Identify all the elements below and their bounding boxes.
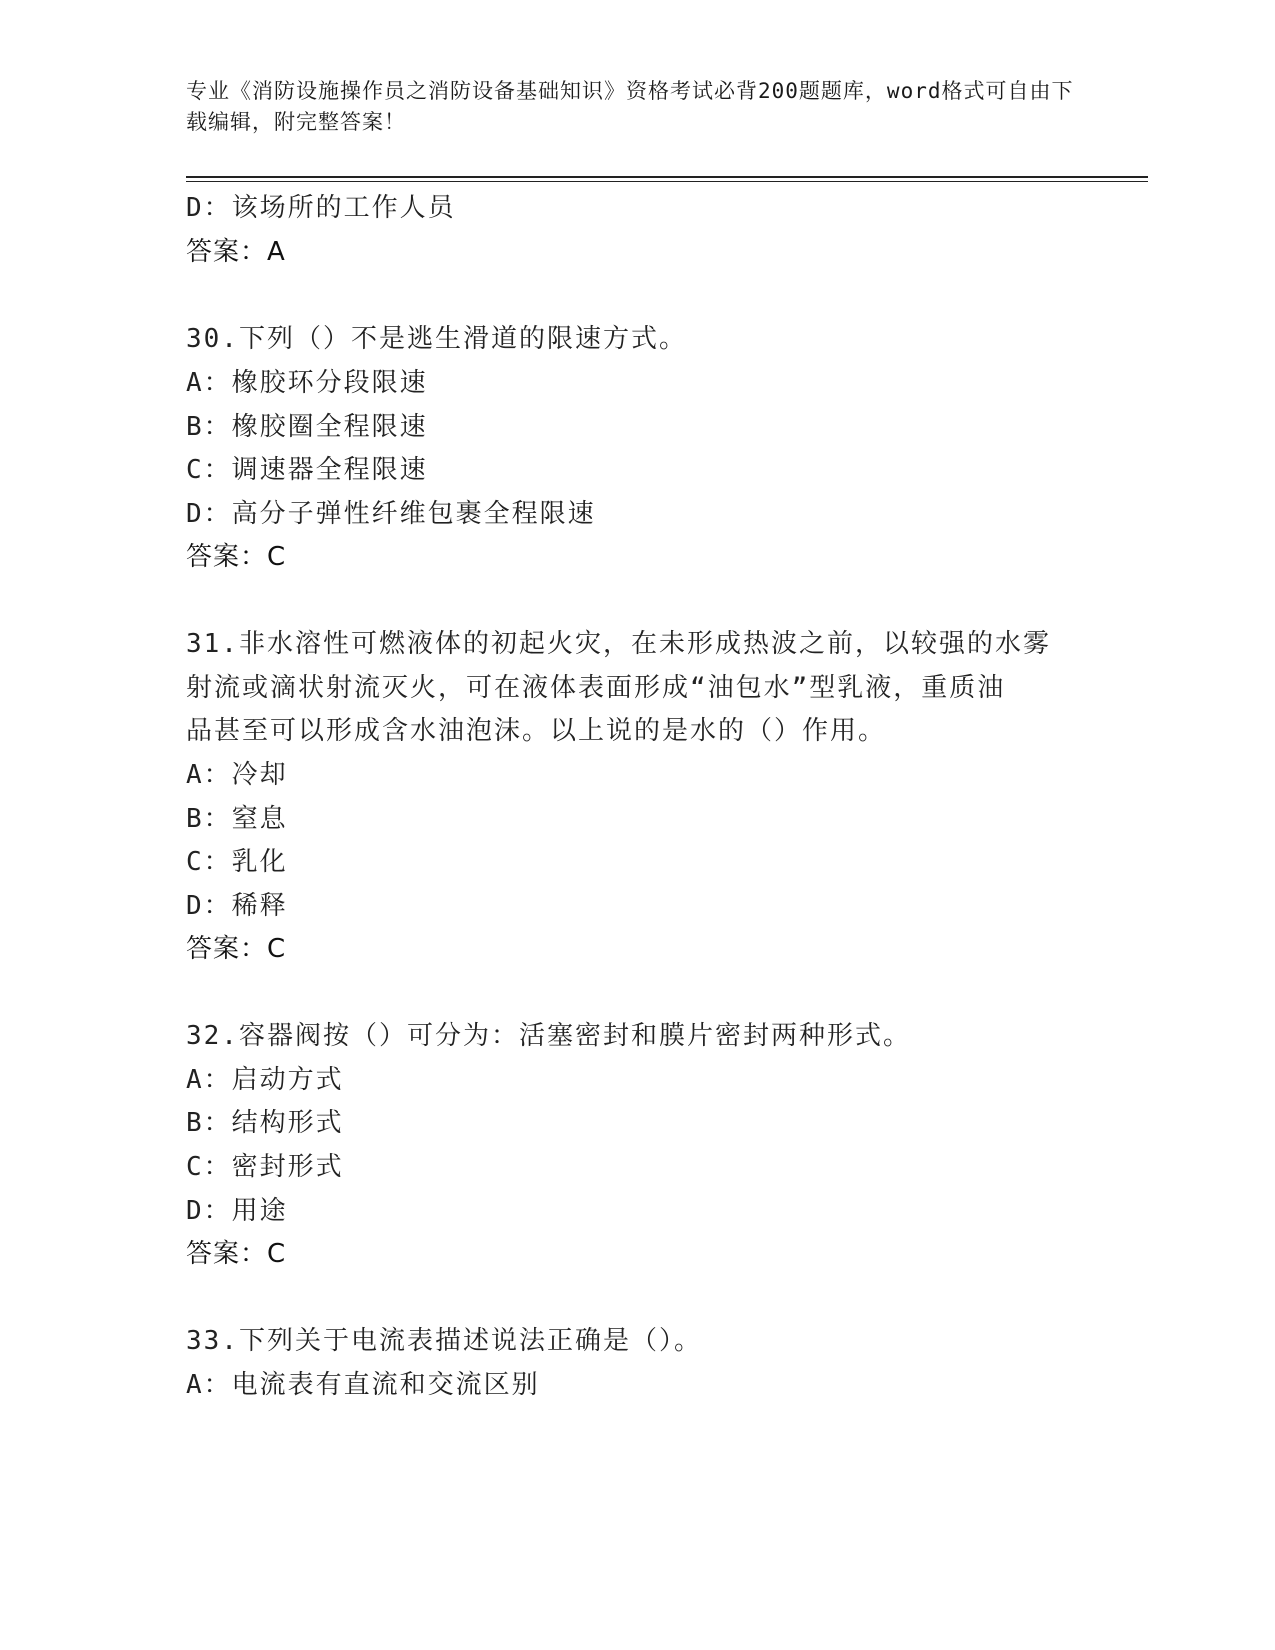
question-33-option-a: A：电流表有直流和交流区别 bbox=[186, 1370, 540, 1400]
question-30-option-c: C：调速器全程限速 bbox=[186, 455, 428, 485]
question-32-option-a: A：启动方式 bbox=[186, 1065, 344, 1095]
question-31-answer: 答案：C bbox=[186, 934, 287, 964]
question-31-stem-line-3: 品甚至可以形成含水油泡沫。以上说的是水的（）作用。 bbox=[186, 716, 887, 746]
question-32-option-c: C：密封形式 bbox=[186, 1152, 344, 1182]
question-32-answer: 答案：C bbox=[186, 1239, 287, 1269]
question-33-stem: 33.下列关于电流表描述说法正确是（）。 bbox=[186, 1326, 702, 1356]
question-32-stem: 32.容器阀按（）可分为：活塞密封和膜片密封两种形式。 bbox=[186, 1021, 911, 1051]
question-31-option-b: B：窒息 bbox=[186, 804, 288, 834]
question-31-option-a: A：冷却 bbox=[186, 760, 288, 790]
header-divider-thin bbox=[186, 181, 1148, 182]
header-divider-thick bbox=[186, 176, 1148, 178]
question-31-option-d: D：稀释 bbox=[186, 891, 288, 921]
question-31-option-c: C：乳化 bbox=[186, 847, 288, 877]
question-30-option-b: B：橡胶圈全程限速 bbox=[186, 412, 428, 442]
prev-answer: 答案：A bbox=[186, 237, 286, 267]
question-32-option-b: B：结构形式 bbox=[186, 1108, 344, 1138]
question-30-option-a: A：橡胶环分段限速 bbox=[186, 368, 428, 398]
document-header: 专业《消防设施操作员之消防设备基础知识》资格考试必背200题题库，word格式可自由下载编辑，附完整答案！ bbox=[186, 79, 1074, 134]
prev-option-d: D：该场所的工作人员 bbox=[186, 193, 456, 223]
question-30-stem: 30.下列（）不是逃生滑道的限速方式。 bbox=[186, 324, 687, 354]
question-32-option-d: D：用途 bbox=[186, 1196, 288, 1226]
question-31-stem-line-2: 射流或滴状射流灭火，可在液体表面形成“油包水”型乳液，重质油 bbox=[186, 673, 1006, 703]
question-30-option-d: D：高分子弹性纤维包裹全程限速 bbox=[186, 499, 596, 529]
question-31-stem-line-1: 31.非水溶性可燃液体的初起火灾，在未形成热波之前，以较强的水雾 bbox=[186, 629, 1051, 659]
question-30-answer: 答案：C bbox=[186, 542, 287, 572]
